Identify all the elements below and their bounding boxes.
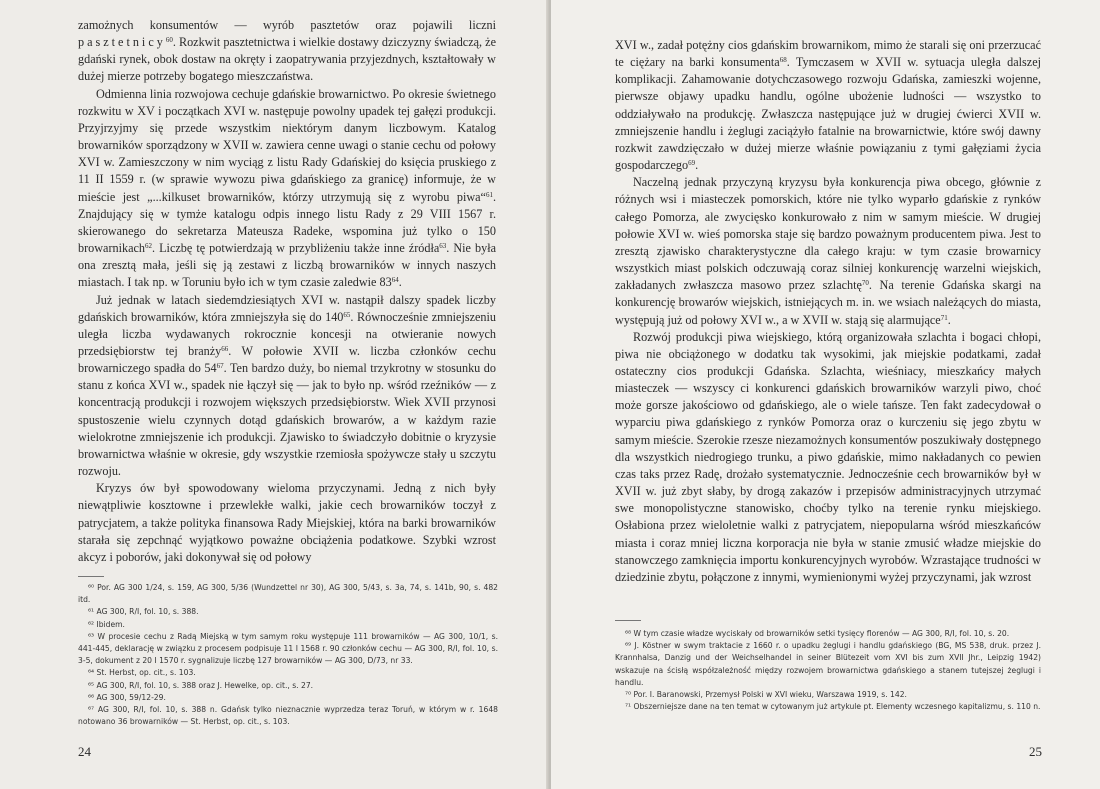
paragraph: [615, 174, 1041, 328]
text-run: . Tymczasem w XVII w. sytuacja uległa dalszej komplikacji. Zahamowanie dotychczasowego rozwoju Gdańska, zamieszki wojenne, pierwsze objawy upadku handlu, ogólne ubożenie ludności — wszystko to oddziaływało na produkcję. Zwłaszcza następujące już w drugiej ćwierci XVII w. zmniejszenie handlu i żeglugi zaciążyło fatalnie na browarnictwie, które swój dawny rozkwit zawdzięczało w dużej mierze właśnie powiązaniu z tymi gałęziami życia gospodarczego: [615, 55, 1041, 173]
right-footnote-rule: [615, 620, 641, 621]
footnote-ref: 66: [221, 344, 229, 353]
footnote: ⁷⁰ Por. I. Baranowski, Przemysł Polski w XVI wieku, Warszawa 1919, s. 142.: [625, 690, 907, 700]
paragraph: [78, 17, 496, 86]
left-footnotes: [78, 582, 498, 728]
text-run: . Rozkwit pasztetnictwa i wielkie dostawy dziczyzny świadczą, że gdański rynek, obok dostaw na okręty i zaopatrywania przyjezdnych, kształtowały w dużej mierze potrzeby bogatego mieszczaństwa.: [78, 35, 496, 84]
footnote-ref: 67: [216, 362, 224, 371]
footnote-ref: 62: [145, 242, 153, 251]
text-run: Rozwój produkcji piwa wiejskiego, którą organizowała szlachta i bogaci chłopi, piwa nie obciążonego w dodatku tak wysokimi, jak miejskie podatkami, zadał ostateczny cios produkcji Gdańska. Szlachta, wieśniacy, mieszkańcy małych miasteczek — wszyscy ci konkurenci gdańskich browarników warzyli piwo, choć może gorsze jakościowo od gdańskiego, ale o wiele tańsze. Ten fakt zadecydował o wyparciu piwa gdańskiego z rynków Pomorza oraz o kurczeniu się jego zbytu w samym mieście. Szerokie rzesze niezamożnych konsumentów poszukiwały dostępnego dla wszystkich niedrogiego trunku, a piwo gdańskie, mimo nakładanych co pewien czas taks przez Radę, drożało systematycznie. Jednocześnie cech browarników był w XVII w. już zbyt słaby, by drogą zakazów i przepisów administracyjnych utrzymać swe monopolistyczne stanowisko, choćby tylko na terenie rynku miejskiego. Osłabiona przez wieloletnie walki z patrycjatem, niepopularna wśród mieszkańców miasta i coraz mniej liczna korporacja nie była w stanie zmusić władze miejskie do stanowczego zamknięcia importu konkurencyjnych wyrobów. Wzrastające trudności w dziedzinie zbytu, połączone z innymi, wymienionymi wyżej przyczynami, jak wzrost: [615, 329, 1041, 584]
text-run: . Liczbę tę potwierdzają w przybliżeniu także inne źródła: [152, 241, 440, 256]
left-page: [0, 0, 549, 789]
footnote-ref: 65: [343, 310, 351, 319]
footnote: ⁶⁷ AG 300, R/I, fol. 10, s. 388 n. Gdańsk tylko nieznacznie wyprzedza teraz Toruń, w którym w r. 1648 notowano 36 browarników — St. Herbst, op. cit., s. 103.: [78, 705, 498, 727]
paragraph: [78, 86, 496, 292]
paragraph: [78, 480, 496, 566]
footnote: ⁶⁶ AG 300, 59/12-29.: [88, 692, 166, 702]
text-run: . Znajdujący się w tymże katalogu odpis innego listu Rady z 29 VIII 1567 r. skierowanego do sekretarza Mateusza Radeke, wspomina już tylko o 150 browarnikach: [78, 189, 496, 256]
spaced-term: pasztetnicy: [78, 35, 166, 50]
paragraph: [615, 37, 1041, 174]
text-run: . Ten bardzo duży, bo niemal trzykrotny w stosunku do stanu z końca XVI w., spadek nie łączył się — jak to było np. wśród rzeźników — z koncentracją produkcji i rozwojem większych przedsiębiorstw. Wiek XVII przynosi spustoszenie wielu czynnych dotąd gdańskich browarów, a w każdym razie wielokrotne zmniejszenie ich produkcji. Zjawisko to świadczyło dobitnie o kryzysie browarnictwa właśnie w okresie, gdy wszystkie rzemiosła spożywcze stały u szczytu rozwoju.: [78, 361, 496, 479]
text-run: zamożnych konsumentów — wyrób pasztetów oraz pojawili liczni: [78, 18, 496, 32]
footnote-ref: 61: [485, 190, 493, 199]
text-run: XVI w., zadał potężny cios gdańskim browarnikom, mimo że starali się oni przerzucać te ciężary na barki konsumenta: [615, 38, 1041, 70]
left-footnote-rule: [78, 576, 104, 577]
footnote: ⁶⁵ AG 300, R/I, fol. 10, s. 388 oraz J. Hewelke, op. cit., s. 27.: [88, 680, 314, 690]
text-run: Odmienna linia rozwojowa cechuje gdańskie browarnictwo. Po okresie świetnego rozkwitu w XV i początkach XVI w. następuje powolny upadek tej gałęzi produkcji. Przyjrzyjmy się przede wszystkim niektórym danym liczbowym. Katalog browarników sporządzony w XVII w. zawiera cenne uwagi o stanie cechu od połowy XVI w. Zamieszczony w nim wyciąg z listu Rady Gdańskiej do księcia pruskiego z 11 II 1559 r. (w sprawie wywozu piwa gdańskiego za granicę) informuje, że w mieście jest „...kilkuset browarników, którzy utrzymują się z wyrobu piwa“: [78, 86, 496, 204]
right-page: [551, 0, 1100, 789]
footnote: ⁶⁴ St. Herbst, op. cit., s. 103.: [88, 668, 196, 678]
text-run: Kryzys ów był spowodowany wieloma przyczynami. Jedną z nich były niewątpliwie kosztowne i przewlekłe walki, jakie cech browarników toczył z patrycjatem, a także polityka finansowa Rady Miejskiej, która na barki browarników starała się zepchnąć wyjątkowo poważne obciążenia podatkowe. Szybki wzrost akcyz i poborów, jaki dokonywał się od połowy: [78, 481, 496, 564]
footnote-ref: 60: [165, 36, 173, 45]
footnote: ⁷¹ Obszerniejsze dane na ten temat w cytowanym już artykule pt. Elementy wczesnego kapitalizmu, s. 110 n.: [625, 702, 1041, 712]
footnote-ref: 71: [940, 313, 948, 322]
text-run: Naczelną jednak przyczyną kryzysu była konkurencja piwa obcego, głównie z różnych wsi i miasteczek pomorskich, które nie tylko wyparło gdańskie z rynków całego Pomorza, ale zwycięsko konkurowało z nim w samym mieście. W drugiej połowie XVI w. wieś pomorska staje się bardzo poważnym producentem piwa. Jest to zresztą zjawisko charakterystyczne dla całego kraju: w tym czasie browarnicy wszystkich miast polskich odczuwają coraz silniej konkurencję warzelni wiejskich, zakładanych zwłaszcza masowo przez szlachtę: [615, 175, 1041, 293]
right-footnotes: [615, 628, 1041, 713]
paragraph: [78, 292, 496, 481]
text-run: . Nie była ona zresztą mała, jeśli się ją zestawi z liczbą browarników w innych naszych miastach. I tak np. w Toruniu było ich w tym czasie zaledwie 83: [78, 241, 496, 290]
text-run: . Równocześnie zmniejszeniu uległa liczba wydawanych rokrocznie koncesji na otwieranie nowych przedsiębiorstw tej branży: [78, 309, 496, 358]
footnote: ⁶² Ibidem.: [88, 619, 125, 629]
left-body-text: [78, 17, 496, 566]
text-run: Już jednak w latach siedemdziesiątych XVI w. nastąpił dalszy spadek liczby gdańskich browarników, która zmniejszyła się do 140: [78, 292, 496, 324]
footnote-ref: 64: [391, 276, 399, 285]
footnote-ref: 68: [779, 56, 787, 65]
right-body-text: [615, 37, 1041, 586]
text-run: . W połowie XVII w. liczba członków cechu browarniczego spadła do 54: [78, 343, 496, 376]
footnote: ⁶⁹ J. Köstner w swym traktacie z 1660 r. o upadku żeglugi i handlu gdańskiego (BG, MS 538, druk. przez J. Krannhalsa, Danzig und der Weichselhandel in seiner Blütezeit vom XVI bis zum XVII Jhr., Leipzig 1942) wskazuje na ścisłą współzależność między rozwojem browarnictwa gdańskiego a stanem tutejszej żeglugi i handlu.: [615, 641, 1041, 687]
footnote: ⁶¹ AG 300, R/I, fol. 10, s. 388.: [88, 607, 199, 617]
footnote-ref: 69: [688, 159, 696, 168]
footnote: ⁶⁸ W tym czasie władze wyciskały od browarników setki tysięcy florenów — AG 300, R/I, fol. 10, s. 20.: [625, 629, 1010, 638]
footnote: ⁶³ W procesie cechu z Radą Miejską w tym samym roku występuje 111 browarników — AG 300, 10/1, s. 441-445, deklarację w związku z procesem podpisuje 11 I 1568 r. 90 członków cechu — AG 300, R/I, fol. 10, s. 3-5, dokument z 20 I 1570 r. sygnalizuje liczbę 127 browarników — AG 300, D/73, nr 33.: [78, 631, 498, 666]
left-page-number: 24: [78, 744, 91, 759]
footnote-ref: 63: [439, 242, 447, 251]
text-run: .: [695, 158, 699, 173]
paragraph: [615, 329, 1041, 586]
text-run: . Na terenie Gdańska skargi na konkurencję browarów wiejskich, istniejących m. in. we wsiach należących do miasta, występują już od połowy XVI w., a w XVII w. stają się alarmujące: [615, 278, 1041, 327]
right-page-number: 25: [1029, 744, 1042, 759]
footnote: ⁶⁰ Por. AG 300 1/24, s. 159, AG 300, 5/36 (Wundzettel nr 30), AG 300, 5/43, s. 3a, 74, s. 141b, 90, s. 482 itd.: [78, 583, 498, 605]
footnote-ref: 70: [861, 279, 869, 288]
text-run: .: [947, 312, 951, 327]
text-run: .: [398, 275, 402, 290]
